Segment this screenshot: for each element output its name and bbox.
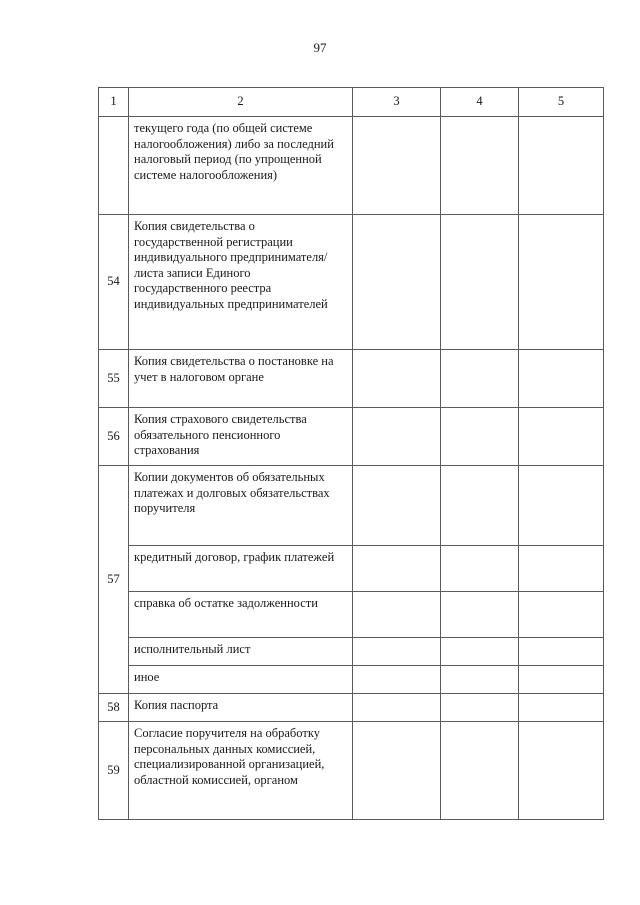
empty-cell (519, 350, 604, 408)
empty-cell (353, 694, 441, 722)
empty-cell (353, 117, 441, 215)
row-subitem-cell: кредитный договор, график платежей (129, 546, 353, 592)
empty-cell (441, 408, 519, 466)
empty-cell (353, 666, 441, 694)
empty-cell (441, 722, 519, 820)
row-text-cell: Копия страхового свидетельства обязательного пенсионного страхования (129, 408, 353, 466)
header-cell-3: 3 (353, 88, 441, 117)
row-number-cell: 58 (99, 694, 129, 722)
empty-cell (441, 466, 519, 546)
table-row (99, 408, 604, 466)
header-cell-1: 1 (99, 88, 129, 117)
row-subitem-cell: справка об остатке задолженности (129, 592, 353, 638)
empty-cell (519, 592, 604, 638)
empty-cell (441, 694, 519, 722)
table-row (99, 666, 604, 694)
row-number-cell: 59 (99, 722, 129, 820)
row-number-cell: 57 (99, 466, 129, 694)
row-text-cell: Копия свидетельства о государственной регистрации индивидуального предпринимателя/листа записи Единого государственного реестра индивидуальных предпринимателей (129, 215, 353, 350)
row-subitem-cell: иное (129, 666, 353, 694)
header-cell-5: 5 (519, 88, 604, 117)
empty-cell (441, 666, 519, 694)
empty-cell (519, 408, 604, 466)
page-number: 97 (313, 40, 327, 55)
table-row (99, 592, 604, 638)
table-row (99, 215, 604, 350)
empty-cell (353, 215, 441, 350)
empty-cell (441, 592, 519, 638)
empty-cell (441, 117, 519, 215)
empty-cell (353, 592, 441, 638)
empty-cell (353, 466, 441, 546)
empty-cell (441, 350, 519, 408)
table-row (99, 638, 604, 666)
empty-cell (519, 722, 604, 820)
row-text-cell: Копия паспорта (129, 694, 353, 722)
row-text-cell: Копия свидетельства о постановке на учет в налоговом органе (129, 350, 353, 408)
row-number-cell (99, 117, 129, 215)
empty-cell (353, 638, 441, 666)
row-number-cell: 55 (99, 350, 129, 408)
empty-cell (519, 638, 604, 666)
table-header-row (99, 88, 604, 117)
header-cell-4: 4 (441, 88, 519, 117)
row-text-cell: Копии документов об обязательных платежах и долговых обязательствах поручителя (129, 466, 353, 546)
row-number-cell: 56 (99, 408, 129, 466)
table-row (99, 350, 604, 408)
empty-cell (519, 215, 604, 350)
row-text-cell: текущего года (по общей системе налогообложения) либо за последний налоговый период (по упрощенной системе налогообложения) (129, 117, 353, 215)
row-subitem-cell: исполнительный лист (129, 638, 353, 666)
empty-cell (353, 546, 441, 592)
table-row (99, 722, 604, 820)
table-row (99, 546, 604, 592)
empty-cell (441, 638, 519, 666)
empty-cell (441, 215, 519, 350)
empty-cell (353, 722, 441, 820)
empty-cell (519, 546, 604, 592)
document-table (98, 87, 604, 820)
empty-cell (353, 350, 441, 408)
empty-cell (519, 666, 604, 694)
header-cell-2: 2 (129, 88, 353, 117)
row-number-cell: 54 (99, 215, 129, 350)
row-text-cell: Согласие поручителя на обработку персональных данных комиссией, специализированной организацией, областной комиссией, органом (129, 722, 353, 820)
empty-cell (441, 546, 519, 592)
table-row (99, 117, 604, 215)
empty-cell (519, 466, 604, 546)
empty-cell (353, 408, 441, 466)
table-row (99, 466, 604, 546)
table-row (99, 694, 604, 722)
empty-cell (519, 694, 604, 722)
empty-cell (519, 117, 604, 215)
